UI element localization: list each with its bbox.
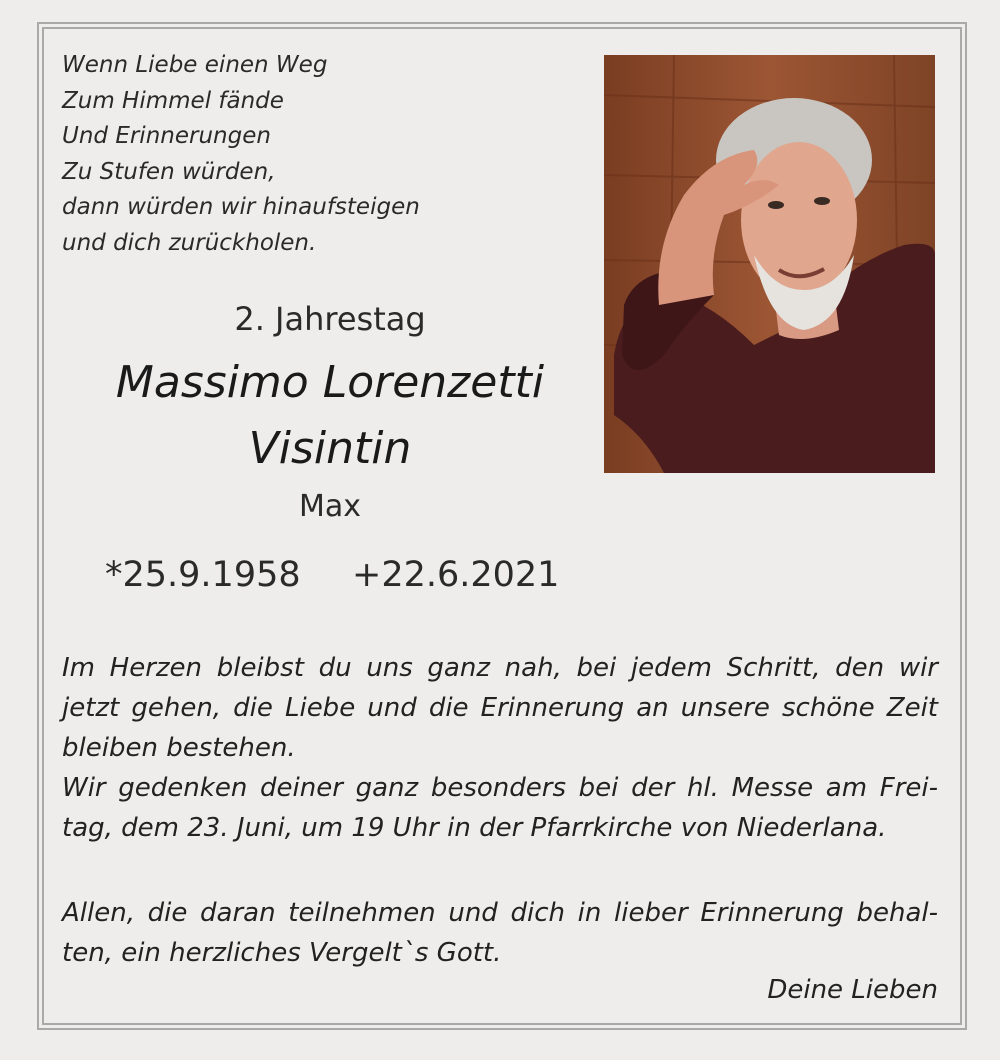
- poem-line: Und Erinnerungen: [62, 123, 271, 149]
- deceased-name-line1: Massimo Lorenzetti: [115, 357, 545, 408]
- text-line: ten, ein herzliches Vergelt`s Gott.: [62, 938, 502, 968]
- anniversary-label: 2. Jahrestag: [234, 300, 426, 338]
- paragraph-mass-announcement: [62, 768, 938, 848]
- text-line: tag, dem 23. Juni, um 19 Uhr in der Pfarrkirche von Niederlana.: [62, 813, 887, 843]
- poem-line: und dich zurückholen.: [62, 229, 317, 256]
- text-line: Im Herzen bleibst du uns ganz nah, bei jedem Schritt, den wir: [62, 653, 938, 683]
- poem: [62, 48, 420, 261]
- portrait-photo: [604, 55, 935, 473]
- poem-line: Zum Himmel fände: [62, 87, 284, 114]
- poem-line: dann würden wir hinaufsteigen: [62, 194, 420, 220]
- paragraph-remembrance: [62, 648, 938, 768]
- signature: Deine Lieben: [767, 975, 938, 1005]
- portrait-illustration: [604, 55, 935, 473]
- paragraph-thanks: [62, 893, 938, 973]
- poem-line: Wenn Liebe einen Weg: [62, 52, 328, 78]
- poem-line: Zu Stufen würden,: [62, 158, 276, 185]
- birth-date: *25.9.1958: [105, 555, 301, 595]
- text-line: bleiben bestehen.: [62, 733, 296, 763]
- text-line: Wir gedenken deiner ganz besonders bei der hl. Messe am Frei-: [62, 773, 938, 803]
- text-line: jetzt gehen, die Liebe und die Erinnerung an unsere schöne Zeit: [62, 693, 938, 723]
- death-date: +22.6.2021: [352, 555, 560, 595]
- nickname: Max: [298, 489, 362, 524]
- text-line: Allen, die daran teilnehmen und dich in lieber Erinnerung behal-: [62, 898, 938, 928]
- deceased-name-line2: Visintin: [248, 423, 412, 474]
